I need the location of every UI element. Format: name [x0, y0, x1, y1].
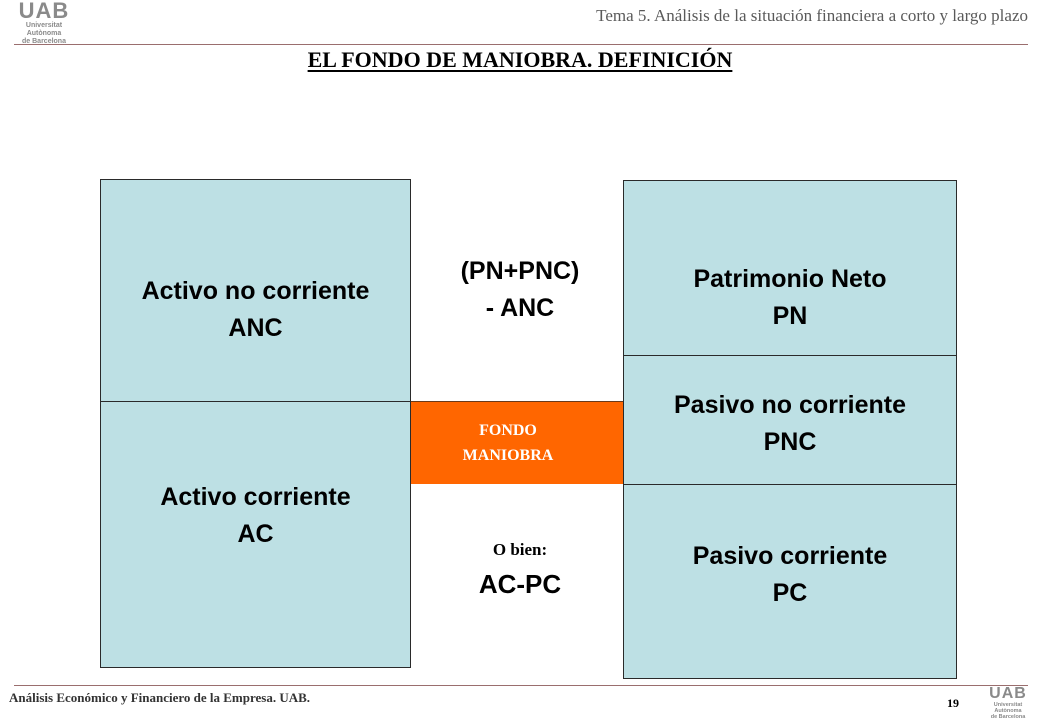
working-capital-band [411, 401, 623, 484]
equity-abbr: PN [772, 302, 808, 330]
current-liabilities-name: Pasivo corriente [692, 541, 888, 570]
non-current-liabilities-box [623, 355, 957, 485]
non-current-liabilities-abbr: PNC [763, 428, 817, 456]
current-assets-name: Activo corriente [160, 482, 351, 511]
non-current-assets-abbr: ANC [228, 313, 283, 342]
equity-box [623, 180, 957, 356]
alternative-label: O bien: [492, 540, 548, 559]
uab-logo-footer [986, 686, 1030, 720]
slide-title [0, 47, 1040, 73]
current-liabilities-abbr: PC [772, 578, 808, 607]
footer-divider [14, 685, 1028, 686]
uab-logo-mark: UAB [18, 0, 70, 23]
equity-name: Patrimonio Neto [693, 265, 887, 293]
slide-title-text: EL FONDO DE MANIOBRA. DEFINICIÓN [307, 47, 733, 72]
non-current-liabilities-name: Pasivo no corriente [673, 391, 907, 419]
long-term-formula-line2: - ANC [485, 294, 555, 322]
page-number: 19 [947, 696, 959, 710]
uab-logo [14, 0, 74, 46]
non-current-assets-name: Activo no corriente [141, 276, 370, 305]
uab-logo-line2: de Barcelona [22, 38, 66, 45]
uab-logo-footer-mark: UAB [989, 685, 1027, 702]
working-capital-line1: FONDO [479, 422, 537, 439]
current-assets-box [100, 401, 411, 668]
header-divider [14, 44, 1028, 45]
topic-header: Tema 5. Análisis de la situación financiera a corto y largo plazo [596, 6, 1028, 25]
course-footer: Análisis Económico y Financiero de la Empresa. UAB. [9, 690, 311, 705]
long-term-formula [420, 253, 620, 327]
current-assets-abbr: AC [237, 519, 274, 548]
uab-logo-footer-line1: Universitat Autònoma [993, 702, 1023, 714]
non-current-assets-box [100, 179, 411, 402]
working-capital-line2: MANIOBRA [462, 447, 554, 464]
uab-logo-footer-line2: de Barcelona [990, 714, 1026, 720]
long-term-formula-line1: (PN+PNC) [460, 257, 580, 285]
current-liabilities-box [623, 484, 957, 679]
short-term-formula: AC-PC [478, 569, 562, 599]
uab-logo-line1: Universitat Autònoma [25, 22, 63, 37]
